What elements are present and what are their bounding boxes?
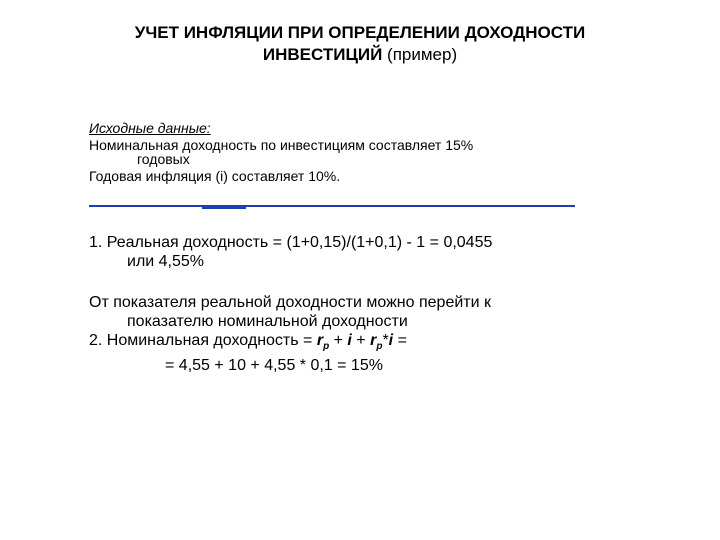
inflation-line: Годовая инфляция (i) составляет 10%. [89, 168, 341, 184]
transition-text-cont: показателю номинальной доходности [127, 313, 408, 330]
nominal-yield-formula [89, 331, 649, 356]
var-r-1-sub: p [323, 341, 330, 353]
transition-text: От показателя реальной доходности можно перейти к [89, 294, 491, 311]
op-plus-2: + [351, 332, 371, 349]
var-r-2: r [370, 332, 377, 349]
op-multiply: * [382, 332, 389, 349]
var-i-1: i [347, 332, 352, 349]
op-plus-1: + [329, 332, 348, 349]
formula-prefix: 2. Номинальная доходность = [89, 332, 317, 349]
section-divider [89, 205, 575, 207]
slide-title [60, 22, 660, 66]
title-line-2-main: ИНВЕСТИЦИЙ [262, 45, 383, 64]
title-line-1: УЧЕТ ИНФЛЯЦИИ ПРИ ОПРЕДЕЛЕНИИ ДОХОДНОСТИ [134, 23, 586, 42]
section-divider-accent [202, 207, 246, 209]
nominal-yield-line: Номинальная доходность по инвестициям составляет 15% [89, 137, 474, 153]
real-yield-result: или 4,55% [127, 253, 205, 270]
var-r-1: r [316, 332, 324, 349]
given-data-block [89, 120, 589, 185]
var-i-2: i [388, 332, 394, 349]
nominal-yield-result: = 4,55 + 10 + 4,55 * 0,1 = 15% [165, 357, 383, 375]
nominal-yield-line-cont: годовых [137, 151, 190, 167]
real-yield-formula: 1. Реальная доходность = (1+0,15)/(1+0,1) - 1 = 0,0455 [89, 234, 493, 251]
given-heading: Исходные данные: [89, 120, 211, 136]
title-line-2 [60, 44, 660, 66]
title-line-2-suffix: (пример) [382, 45, 458, 64]
calculation-block [89, 233, 649, 375]
op-equals: = [393, 332, 407, 349]
var-r-2-sub: p [376, 341, 383, 353]
paragraph-gap [89, 271, 649, 293]
